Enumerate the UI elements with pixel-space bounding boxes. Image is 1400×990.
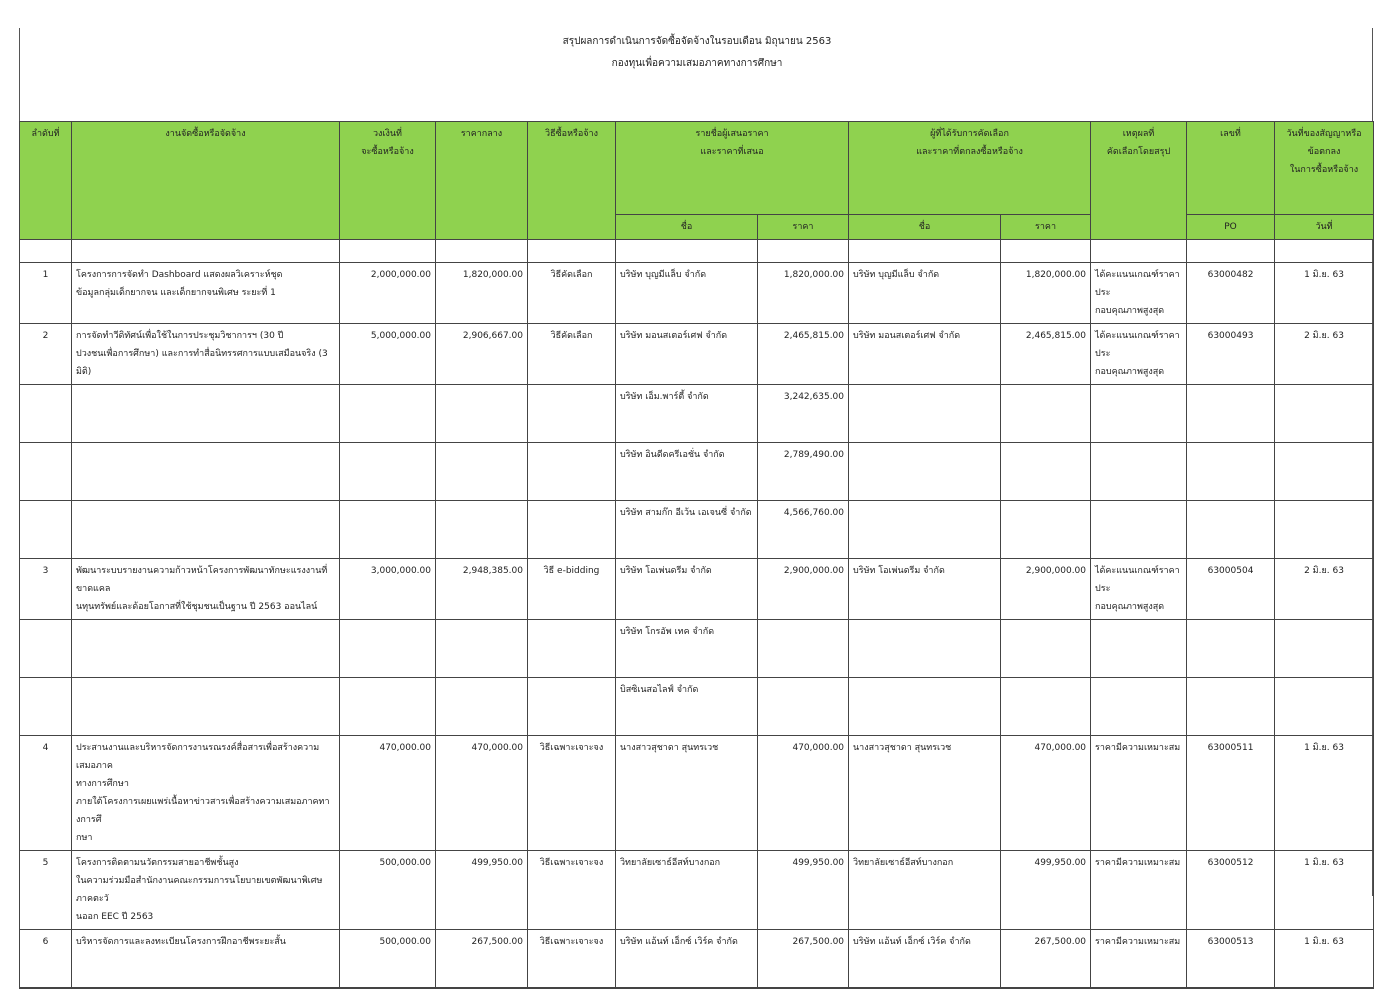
table-row: 4 ประสานงานและบริหารจัดการงานรณรงค์สื่อสารเพื่อสร้างความเสมอภาค ทางการศึกษา ภายใต้โครงการเผยแพร่เนื้อหาข่าวสารเพื่อสร้างความเสมอภาคทางการศึ กษา 470,000.00 470,000.00 วิธีเฉพาะเจาะจง นางสาวสุชาดา สุนทรเวช 470,000.00 นางสาวสุชาดา สุนทรเวช 470,000.00 ราคามีความเหมาะสม 63000511 1 มิ.ย. 63 <box>20 736 1374 851</box>
header-no: ลำดับที่ <box>20 122 72 240</box>
report-title: สรุปผลการดำเนินการจัดซื้อจัดจ้างในรอบเดือน มิถุนายน 2563 <box>562 36 832 47</box>
header-selected: ผู้ที่ได้รับการคัดเลือก และราคาที่ตกลงซื้อหรือจ้าง <box>849 122 1091 215</box>
header-date: วันที่ <box>1275 215 1374 240</box>
header-docno: เลขที่ <box>1187 122 1275 215</box>
header-bidder-name: ชื่อ <box>616 215 758 240</box>
header-work: งานจัดซื้อหรือจัดจ้าง <box>72 122 340 240</box>
header-selected-name: ชื่อ <box>849 215 1001 240</box>
table-row: บริษัท อินดีดครีเอชั่น จำกัด 2,789,490.00 <box>20 443 1374 501</box>
header-reason: เหตุผลที่ คัดเลือกโดยสรุป <box>1091 122 1187 240</box>
table-header <box>20 122 1374 240</box>
header-bidder-price: ราคา <box>758 215 849 240</box>
table-row: 3 พัฒนาระบบรายงานความก้าวหน้าโครงการพัฒนาทักษะแรงงานที่ขาดแคล นทุนทรัพย์และด้อยโอกาสที่ใช้ชุมชนเป็นฐาน ปี 2563 ออนไลน์ 3,000,000.00 2,948,385.00 วิธี e-bidding บริษัท โอเพ่นดรีม จำกัด 2,900,000.00 บริษัท โอเพ่นดรีม จำกัด 2,900,000.00 ได้คะแนนเกณฑ์ราคาประ กอบคุณภาพสูงสุด 63000504 2 มิ.ย. 63 <box>20 559 1374 620</box>
table-row: 1 โครงการการจัดทำ Dashboard แสดงผลวิเคราะห์ชุด ข้อมูลกลุ่มเด็กยากจน และเด็กยากจนพิเศษ ระยะที่ 1 2,000,000.00 1,820,000.00 วิธีคัดเลือก บริษัท บุญมีแล็บ จำกัด 1,820,000.00 บริษัท บุญมีแล็บ จำกัด 1,820,000.00 ได้คะแนนเกณฑ์ราคาประ กอบคุณภาพสูงสุด 63000482 1 มิ.ย. 63 <box>20 263 1374 324</box>
table-row: 2 การจัดทำวีดิทัศน์เพื่อใช้ในการประชุมวิชาการฯ (30 ปี ปวงชนเพื่อการศึกษา) และการทำสื่อนิทรรศการแบบเสมือนจริง (3 มิติ) 5,000,000.00 2,906,667.00 วิธีคัดเลือก บริษัท มอนสเตอร์เศฟ จำกัด 2,465,815.00 บริษัท มอนสเตอร์เศฟ จำกัด 2,465,815.00 ได้คะแนนเกณฑ์ราคาประ กอบคุณภาพสูงสุด 63000493 2 มิ.ย. 63 <box>20 324 1374 385</box>
header-median-price: ราคากลาง <box>436 122 528 240</box>
table-row: บิสซิเนสอไลฟ์ จำกัด <box>20 678 1374 736</box>
table-row: บริษัท สามก๊ก อีเว้น เอเจนซี่ จำกัด 4,566,760.00 <box>20 501 1374 559</box>
table-row: 6 บริหารจัดการและลงทะเบียนโครงการฝึกอาชีพระยะสั้น 500,000.00 267,500.00 วิธีเฉพาะเจาะจง บริษัท แอ้นท์ เอ็กซ์ เวิร์ค จำกัด 267,500.00 บริษัท แอ้นท์ เอ็กซ์ เวิร์ค จำกัด 267,500.00 ราคามีความเหมาะสม 63000513 1 มิ.ย. 63 <box>20 930 1374 988</box>
spacer-row <box>20 240 1374 263</box>
table-row: บริษัท โกรอัพ เทค จำกัด <box>20 620 1374 678</box>
header-contract: วันที่ของสัญญาหรือ ข้อตกลง ในการซื้อหรือจ้าง <box>1275 122 1374 215</box>
header-selected-price: ราคา <box>1001 215 1091 240</box>
table-row: 5 โครงการติดตามนวัตกรรมสายอาชีพชั้นสูง ในความร่วมมือสำนักงานคณะกรรมการนโยบายเขตพัฒนาพิเศษภาคตะวั นออก EEC ปี 2563 500,000.00 499,950.00 วิธีเฉพาะเจาะจง วิทยาลัยเซาธ์อีสท์บางกอก 499,950.00 วิทยาลัยเซาธ์อีสท์บางกอก 499,950.00 ราคามีความเหมาะสม 63000512 1 มิ.ย. 63 <box>20 851 1374 930</box>
procurement-table <box>19 121 1374 989</box>
report-subtitle: กองทุนเพื่อความเสมอภาคทางการศึกษา <box>611 58 783 69</box>
header-po: PO <box>1187 215 1275 240</box>
table-row: บริษัท เอ็ม.พาร์ตี้ จำกัด 3,242,635.00 <box>20 385 1374 443</box>
header-method: วิธีซื้อหรือจ้าง <box>528 122 616 240</box>
header-budget: วงเงินที่ จะซื้อหรือจ้าง <box>340 122 436 240</box>
header-bidders: รายชื่อผู้เสนอราคา และราคาที่เสนอ <box>616 122 849 215</box>
